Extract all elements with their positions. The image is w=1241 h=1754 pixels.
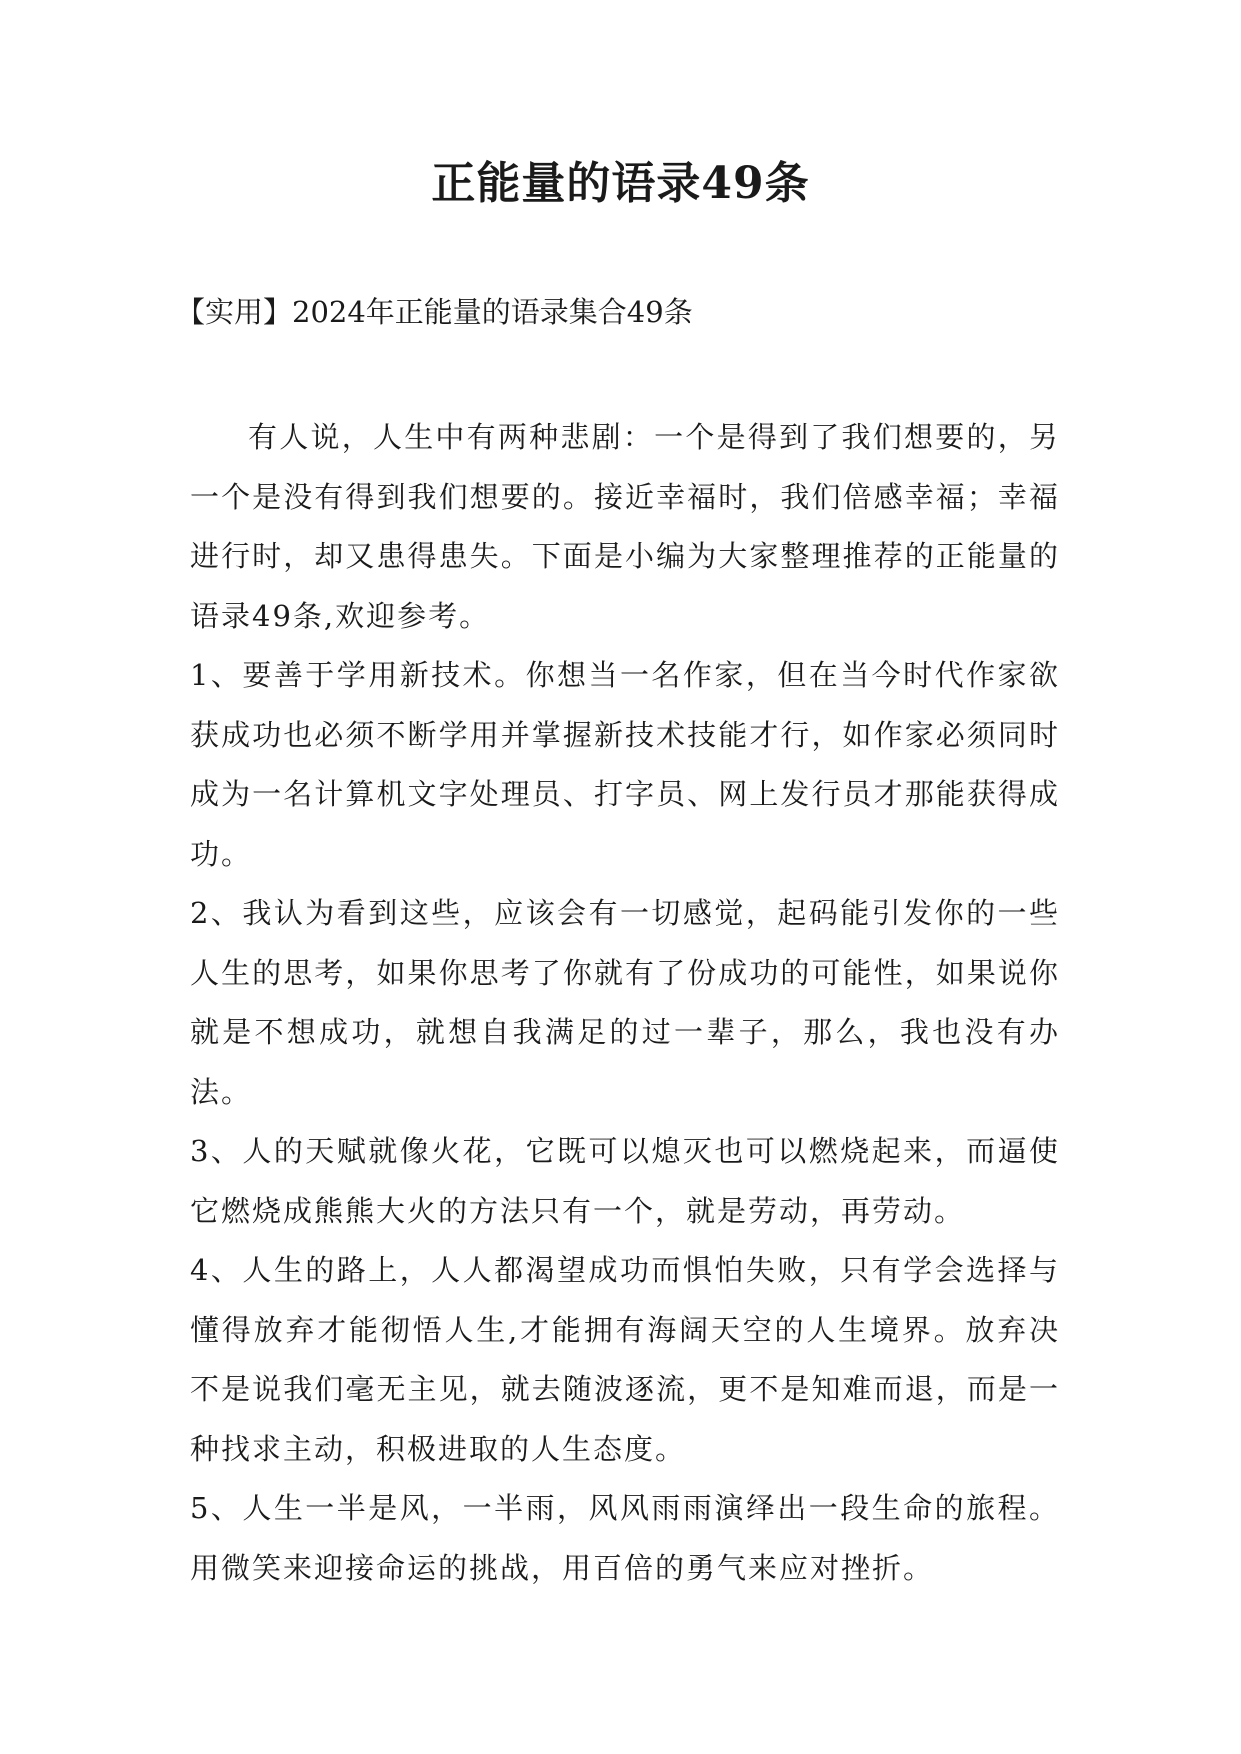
quote-item: 4、人生的路上，人人都渴望成功而惧怕失败，只有学会选择与懂得放弃才能彻悟人生,才能拥有海阔天空的人生境界。放弃决不是说我们毫无主见，就去随波逐流，更不是知难而退，而是一种找求主动，积极进取的人生态度。 [190, 1253, 1060, 1466]
quote-item: 2、我认为看到这些，应该会有一切感觉，起码能引发你的一些人生的思考，如果你思考了你就有了份成功的可能性，如果说你就是不想成功，就想自我满足的过一辈子，那么，我也没有办法。 [190, 896, 1060, 1109]
document-title: 正能量的语录49条 [431, 158, 810, 209]
quote-item: 3、人的天赋就像火花，它既可以熄灭也可以燃烧起来，而逼使它燃烧成熊熊大火的方法只有一个，就是劳动，再劳动。 [190, 1134, 1060, 1228]
document-body [190, 408, 1060, 1598]
intro-paragraph: 有人说，人生中有两种悲剧：一个是得到了我们想要的，另一个是没有得到我们想要的。接近幸福时，我们倍感幸福；幸福进行时，却又患得患失。下面是小编为大家整理推荐的正能量的语录49条,欢迎参考。 [190, 420, 1060, 633]
quote-item: 1、要善于学用新技术。你想当一名作家，但在当今时代作家欲获成功也必须不断学用并掌握新技术技能才行，如作家必须同时成为一名计算机文字处理员、打字员、网上发行员才那能获得成功。 [190, 658, 1060, 871]
document-subtitle: 【实用】2024年正能量的语录集合49条 [176, 295, 693, 329]
quote-item: 5、人生一半是风，一半雨，风风雨雨演绎出一段生命的旅程。用微笑来迎接命运的挑战，用百倍的勇气来应对挫折。 [190, 1491, 1060, 1585]
